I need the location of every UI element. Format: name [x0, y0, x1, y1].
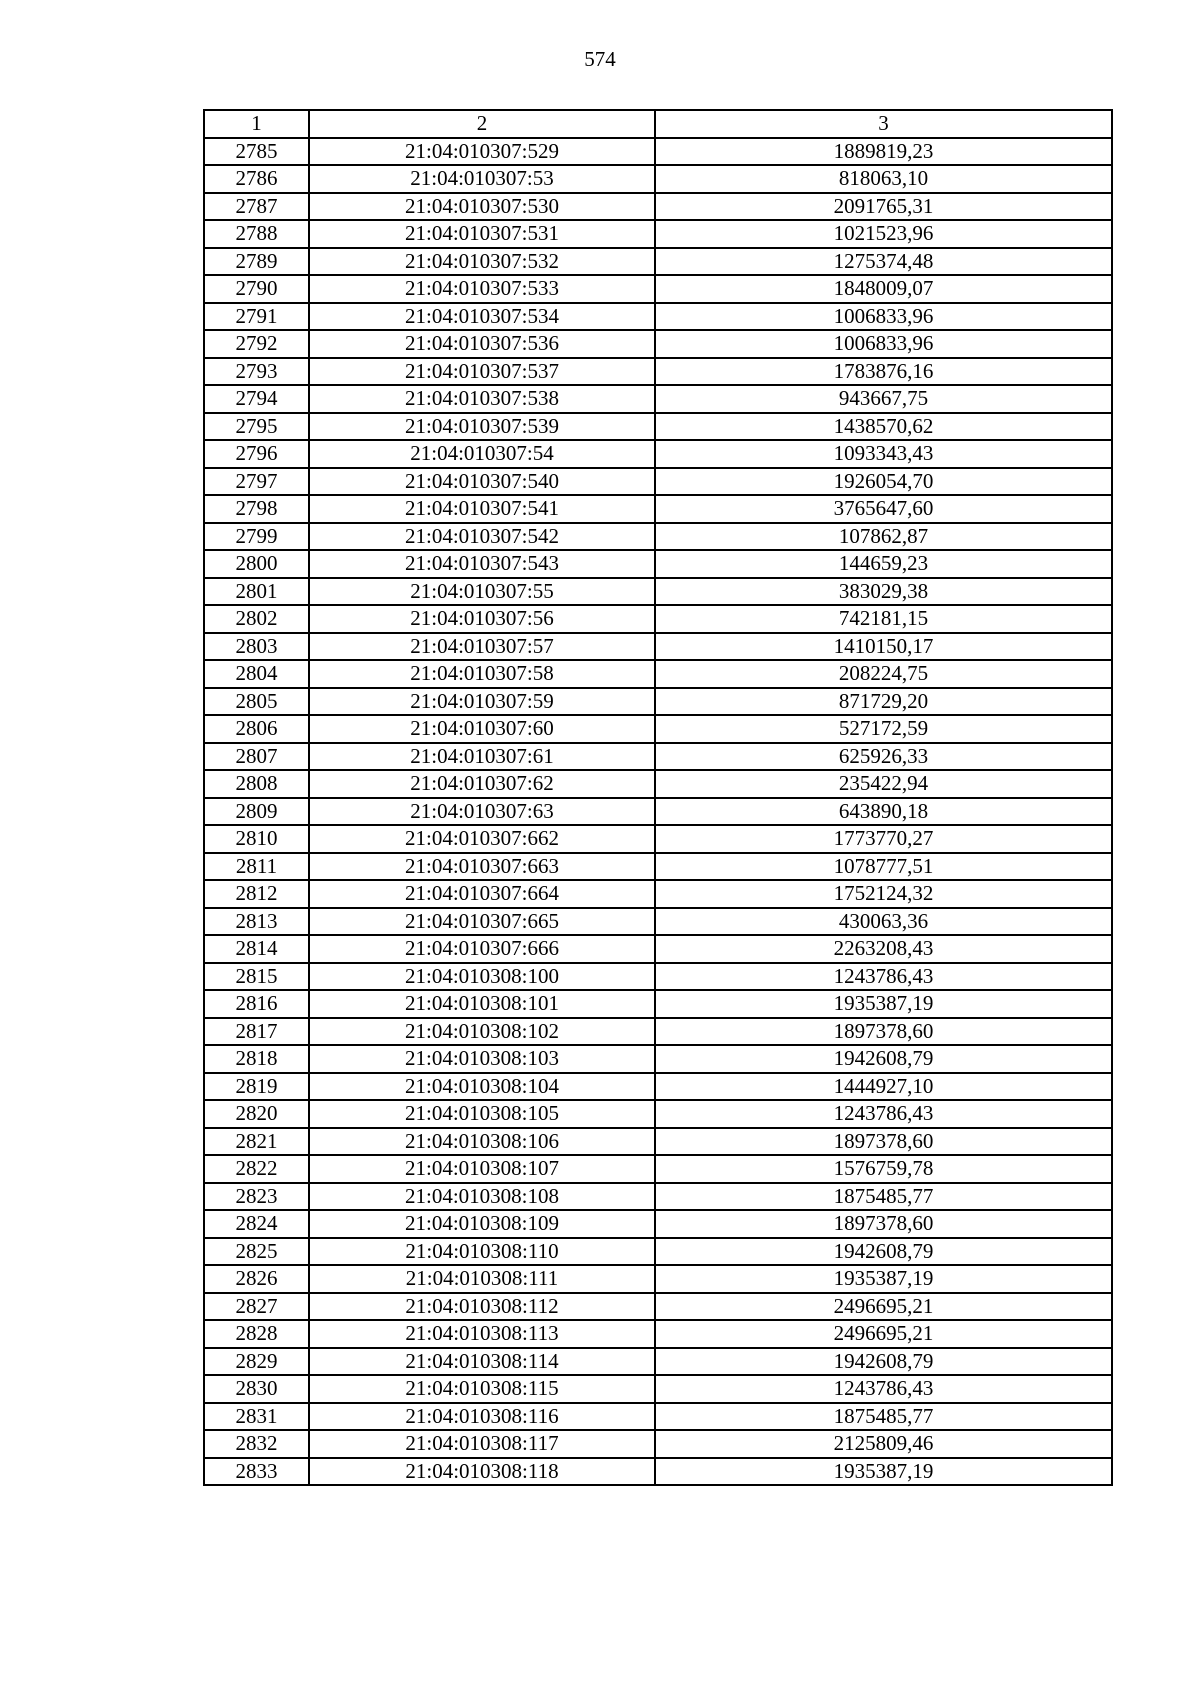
row-number-cell: 2785: [204, 138, 309, 166]
table-row: [204, 1430, 1112, 1458]
row-number-cell: 2833: [204, 1458, 309, 1486]
data-table: [203, 109, 1113, 1486]
cadastral-number-cell: 21:04:010307:663: [309, 853, 655, 881]
table-row: [204, 743, 1112, 771]
value-cell: 1848009,07: [655, 275, 1112, 303]
value-cell: 1093343,43: [655, 440, 1112, 468]
value-cell: 1935387,19: [655, 1265, 1112, 1293]
row-number-cell: 2800: [204, 550, 309, 578]
table-row: [204, 880, 1112, 908]
table-row: [204, 275, 1112, 303]
cadastral-number-cell: 21:04:010307:540: [309, 468, 655, 496]
value-cell: 1006833,96: [655, 330, 1112, 358]
table-row: [204, 935, 1112, 963]
table-row: [204, 523, 1112, 551]
value-cell: 107862,87: [655, 523, 1112, 551]
row-number-cell: 2798: [204, 495, 309, 523]
cadastral-number-cell: 21:04:010308:106: [309, 1128, 655, 1156]
cadastral-number-cell: 21:04:010307:664: [309, 880, 655, 908]
row-number-cell: 2808: [204, 770, 309, 798]
table-row: [204, 1210, 1112, 1238]
cadastral-number-cell: 21:04:010307:534: [309, 303, 655, 331]
row-number-cell: 2829: [204, 1348, 309, 1376]
table-row: [204, 1265, 1112, 1293]
table-row: [204, 688, 1112, 716]
row-number-cell: 2792: [204, 330, 309, 358]
table-row: [204, 468, 1112, 496]
table-row: [204, 495, 1112, 523]
row-number-cell: 2823: [204, 1183, 309, 1211]
table-row: [204, 138, 1112, 166]
row-number-cell: 2824: [204, 1210, 309, 1238]
value-cell: 1021523,96: [655, 220, 1112, 248]
cadastral-number-cell: 21:04:010308:100: [309, 963, 655, 991]
table-row: [204, 1183, 1112, 1211]
cadastral-number-cell: 21:04:010308:115: [309, 1375, 655, 1403]
table-row: [204, 770, 1112, 798]
table-row: [204, 1100, 1112, 1128]
row-number-cell: 2814: [204, 935, 309, 963]
value-cell: 1243786,43: [655, 1100, 1112, 1128]
value-cell: 1935387,19: [655, 990, 1112, 1018]
row-number-cell: 2807: [204, 743, 309, 771]
row-number-cell: 2822: [204, 1155, 309, 1183]
value-cell: 430063,36: [655, 908, 1112, 936]
row-number-cell: 2813: [204, 908, 309, 936]
value-cell: 1926054,70: [655, 468, 1112, 496]
table-row: [204, 440, 1112, 468]
row-number-cell: 2801: [204, 578, 309, 606]
table-row: [204, 1073, 1112, 1101]
table-row: [204, 1293, 1112, 1321]
row-number-cell: 2796: [204, 440, 309, 468]
value-cell: 1897378,60: [655, 1210, 1112, 1238]
value-cell: 818063,10: [655, 165, 1112, 193]
cadastral-number-cell: 21:04:010308:108: [309, 1183, 655, 1211]
table-row: [204, 633, 1112, 661]
cadastral-number-cell: 21:04:010308:110: [309, 1238, 655, 1266]
cadastral-number-cell: 21:04:010308:109: [309, 1210, 655, 1238]
value-cell: 144659,23: [655, 550, 1112, 578]
value-cell: 527172,59: [655, 715, 1112, 743]
table-row: [204, 1375, 1112, 1403]
cadastral-number-cell: 21:04:010307:542: [309, 523, 655, 551]
cadastral-number-cell: 21:04:010307:539: [309, 413, 655, 441]
cadastral-number-cell: 21:04:010308:114: [309, 1348, 655, 1376]
table-row: [204, 1018, 1112, 1046]
value-cell: 208224,75: [655, 660, 1112, 688]
row-number-cell: 2791: [204, 303, 309, 331]
row-number-cell: 2804: [204, 660, 309, 688]
table-row: [204, 578, 1112, 606]
row-number-cell: 2793: [204, 358, 309, 386]
row-number-cell: 2816: [204, 990, 309, 1018]
value-cell: 1773770,27: [655, 825, 1112, 853]
cadastral-number-cell: 21:04:010307:53: [309, 165, 655, 193]
table-row: [204, 165, 1112, 193]
cadastral-number-cell: 21:04:010307:533: [309, 275, 655, 303]
row-number-cell: 2818: [204, 1045, 309, 1073]
table-row: [204, 413, 1112, 441]
row-number-cell: 2809: [204, 798, 309, 826]
table-row: [204, 1045, 1112, 1073]
column-header-2: 2: [309, 110, 655, 138]
value-cell: 643890,18: [655, 798, 1112, 826]
cadastral-number-cell: 21:04:010308:101: [309, 990, 655, 1018]
table-row: [204, 908, 1112, 936]
cadastral-number-cell: 21:04:010307:662: [309, 825, 655, 853]
cadastral-number-cell: 21:04:010308:112: [309, 1293, 655, 1321]
table-body: [204, 138, 1112, 1486]
table-row: [204, 1348, 1112, 1376]
value-cell: 1243786,43: [655, 963, 1112, 991]
row-number-cell: 2811: [204, 853, 309, 881]
table-row: [204, 193, 1112, 221]
table-row: [204, 1403, 1112, 1431]
cadastral-number-cell: 21:04:010307:55: [309, 578, 655, 606]
cadastral-number-cell: 21:04:010308:102: [309, 1018, 655, 1046]
value-cell: 1897378,60: [655, 1128, 1112, 1156]
row-number-cell: 2805: [204, 688, 309, 716]
table-row: [204, 798, 1112, 826]
row-number-cell: 2794: [204, 385, 309, 413]
row-number-cell: 2788: [204, 220, 309, 248]
column-header-1: 1: [204, 110, 309, 138]
row-number-cell: 2795: [204, 413, 309, 441]
row-number-cell: 2821: [204, 1128, 309, 1156]
table-row: [204, 660, 1112, 688]
cadastral-number-cell: 21:04:010307:531: [309, 220, 655, 248]
cadastral-number-cell: 21:04:010307:60: [309, 715, 655, 743]
row-number-cell: 2786: [204, 165, 309, 193]
value-cell: 1444927,10: [655, 1073, 1112, 1101]
row-number-cell: 2830: [204, 1375, 309, 1403]
table-row: [204, 220, 1112, 248]
table-row: [204, 385, 1112, 413]
cadastral-number-cell: 21:04:010307:532: [309, 248, 655, 276]
row-number-cell: 2819: [204, 1073, 309, 1101]
table-row: [204, 303, 1112, 331]
cadastral-number-cell: 21:04:010307:541: [309, 495, 655, 523]
row-number-cell: 2812: [204, 880, 309, 908]
value-cell: 2496695,21: [655, 1293, 1112, 1321]
value-cell: 2263208,43: [655, 935, 1112, 963]
cadastral-number-cell: 21:04:010307:63: [309, 798, 655, 826]
value-cell: 3765647,60: [655, 495, 1112, 523]
value-cell: 2091765,31: [655, 193, 1112, 221]
row-number-cell: 2810: [204, 825, 309, 853]
value-cell: 1783876,16: [655, 358, 1112, 386]
value-cell: 1752124,32: [655, 880, 1112, 908]
row-number-cell: 2828: [204, 1320, 309, 1348]
cadastral-number-cell: 21:04:010307:536: [309, 330, 655, 358]
row-number-cell: 2789: [204, 248, 309, 276]
table-row: [204, 1155, 1112, 1183]
value-cell: 1942608,79: [655, 1348, 1112, 1376]
table-row: [204, 715, 1112, 743]
cadastral-number-cell: 21:04:010308:104: [309, 1073, 655, 1101]
header-row: [204, 110, 1112, 138]
row-number-cell: 2803: [204, 633, 309, 661]
row-number-cell: 2831: [204, 1403, 309, 1431]
table-row: [204, 1238, 1112, 1266]
table-row: [204, 605, 1112, 633]
row-number-cell: 2817: [204, 1018, 309, 1046]
cadastral-number-cell: 21:04:010308:103: [309, 1045, 655, 1073]
value-cell: 943667,75: [655, 385, 1112, 413]
table-row: [204, 1458, 1112, 1486]
value-cell: 1942608,79: [655, 1045, 1112, 1073]
row-number-cell: 2826: [204, 1265, 309, 1293]
column-header-3: 3: [655, 110, 1112, 138]
cadastral-number-cell: 21:04:010308:118: [309, 1458, 655, 1486]
row-number-cell: 2799: [204, 523, 309, 551]
value-cell: 1243786,43: [655, 1375, 1112, 1403]
value-cell: 1006833,96: [655, 303, 1112, 331]
cadastral-number-cell: 21:04:010307:665: [309, 908, 655, 936]
table-row: [204, 963, 1112, 991]
value-cell: 1897378,60: [655, 1018, 1112, 1046]
value-cell: 1942608,79: [655, 1238, 1112, 1266]
table-header: [204, 110, 1112, 138]
cadastral-number-cell: 21:04:010307:543: [309, 550, 655, 578]
table-row: [204, 248, 1112, 276]
cadastral-number-cell: 21:04:010307:57: [309, 633, 655, 661]
value-cell: 1078777,51: [655, 853, 1112, 881]
table-row: [204, 1320, 1112, 1348]
row-number-cell: 2825: [204, 1238, 309, 1266]
value-cell: 1576759,78: [655, 1155, 1112, 1183]
cadastral-number-cell: 21:04:010307:56: [309, 605, 655, 633]
value-cell: 2496695,21: [655, 1320, 1112, 1348]
table-row: [204, 990, 1112, 1018]
value-cell: 235422,94: [655, 770, 1112, 798]
page-number: 574: [584, 47, 616, 71]
value-cell: 1275374,48: [655, 248, 1112, 276]
value-cell: 625926,33: [655, 743, 1112, 771]
cadastral-number-cell: 21:04:010308:116: [309, 1403, 655, 1431]
value-cell: 742181,15: [655, 605, 1112, 633]
row-number-cell: 2797: [204, 468, 309, 496]
table-row: [204, 550, 1112, 578]
cadastral-number-cell: 21:04:010307:666: [309, 935, 655, 963]
value-cell: 2125809,46: [655, 1430, 1112, 1458]
value-cell: 1935387,19: [655, 1458, 1112, 1486]
value-cell: 871729,20: [655, 688, 1112, 716]
table-row: [204, 825, 1112, 853]
cadastral-number-cell: 21:04:010308:105: [309, 1100, 655, 1128]
cadastral-number-cell: 21:04:010307:58: [309, 660, 655, 688]
value-cell: 1889819,23: [655, 138, 1112, 166]
cadastral-number-cell: 21:04:010307:59: [309, 688, 655, 716]
value-cell: 383029,38: [655, 578, 1112, 606]
row-number-cell: 2802: [204, 605, 309, 633]
value-cell: 1438570,62: [655, 413, 1112, 441]
value-cell: 1875485,77: [655, 1183, 1112, 1211]
cadastral-number-cell: 21:04:010307:538: [309, 385, 655, 413]
row-number-cell: 2815: [204, 963, 309, 991]
cadastral-number-cell: 21:04:010308:117: [309, 1430, 655, 1458]
cadastral-number-cell: 21:04:010308:111: [309, 1265, 655, 1293]
row-number-cell: 2832: [204, 1430, 309, 1458]
cadastral-number-cell: 21:04:010308:113: [309, 1320, 655, 1348]
table-row: [204, 330, 1112, 358]
row-number-cell: 2820: [204, 1100, 309, 1128]
cadastral-number-cell: 21:04:010307:537: [309, 358, 655, 386]
row-number-cell: 2787: [204, 193, 309, 221]
cadastral-number-cell: 21:04:010307:530: [309, 193, 655, 221]
row-number-cell: 2827: [204, 1293, 309, 1321]
cadastral-number-cell: 21:04:010307:54: [309, 440, 655, 468]
cadastral-number-cell: 21:04:010308:107: [309, 1155, 655, 1183]
row-number-cell: 2806: [204, 715, 309, 743]
cadastral-number-cell: 21:04:010307:61: [309, 743, 655, 771]
table-row: [204, 1128, 1112, 1156]
value-cell: 1875485,77: [655, 1403, 1112, 1431]
value-cell: 1410150,17: [655, 633, 1112, 661]
row-number-cell: 2790: [204, 275, 309, 303]
cadastral-number-cell: 21:04:010307:529: [309, 138, 655, 166]
table-row: [204, 358, 1112, 386]
table-row: [204, 853, 1112, 881]
cadastral-number-cell: 21:04:010307:62: [309, 770, 655, 798]
